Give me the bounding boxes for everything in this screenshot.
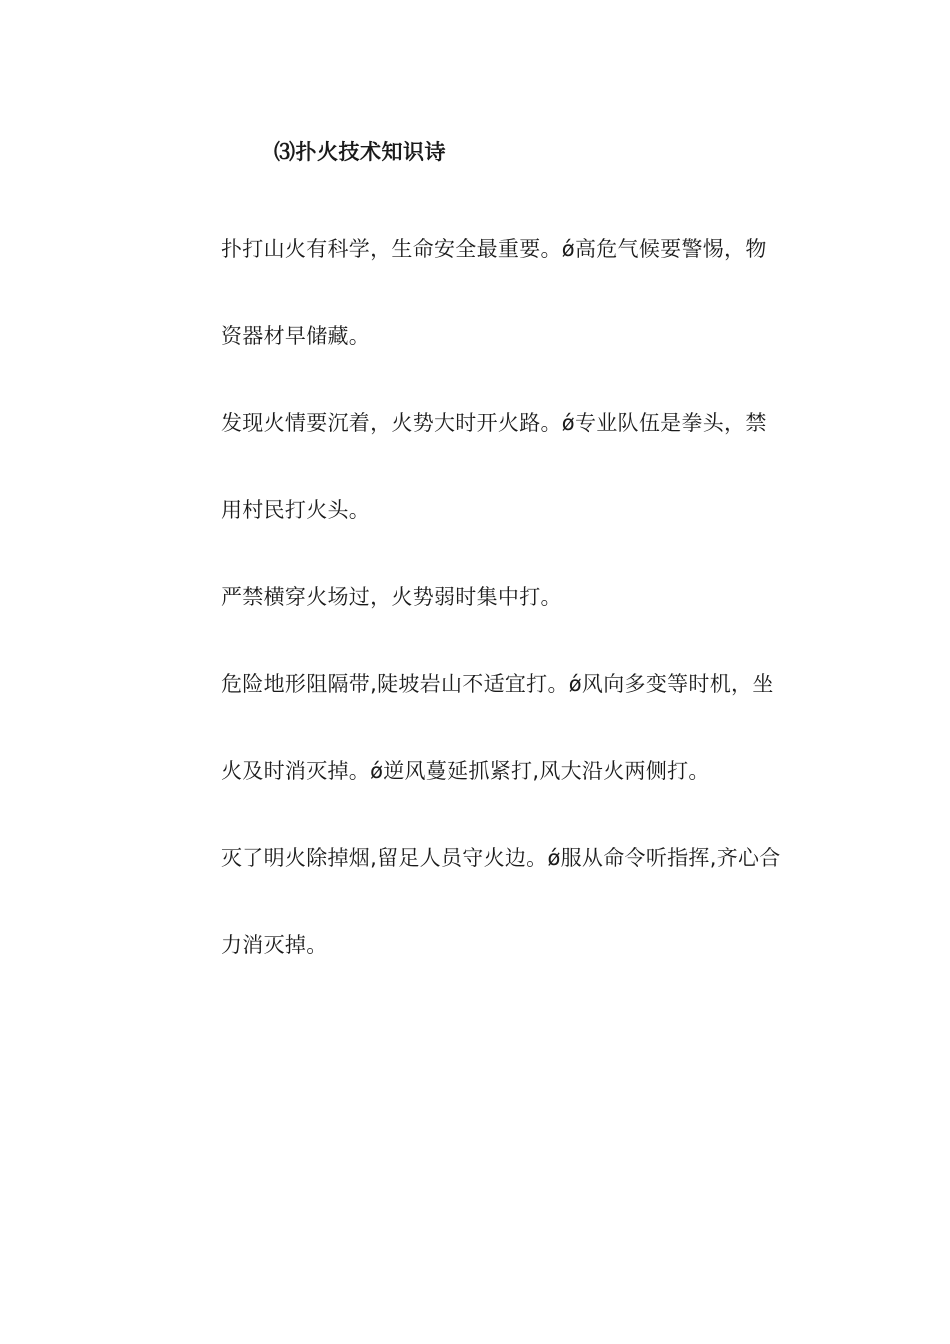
poem-line: 用村民打火头。 <box>221 498 371 522</box>
poem-line: 灭了明火除掉烟,留足人员守火边。ǿ服从命令听指挥,齐心合 <box>221 846 781 870</box>
poem-line: 危险地形阻隔带,陡坡岩山不适宜打。ǿ风向多变等时机，坐 <box>221 672 774 696</box>
poem-line: 火及时消灭掉。ǿ逆风蔓延抓紧打,风大沿火两侧打。 <box>221 759 710 783</box>
poem-line: 发现火情要沉着，火势大时开火路。ǿ专业队伍是拳头，禁 <box>221 411 767 435</box>
section-heading: ⑶扑火技术知识诗 <box>274 140 446 164</box>
poem-line: 扑打山火有科学，生命安全最重要。ǿ高危气候要警惕，物 <box>221 237 767 261</box>
poem-line: 资器材早储藏。 <box>221 324 371 348</box>
poem-line: 严禁横穿火场过，火势弱时集中打。 <box>221 585 562 609</box>
poem-line: 力消灭掉。 <box>221 933 328 957</box>
